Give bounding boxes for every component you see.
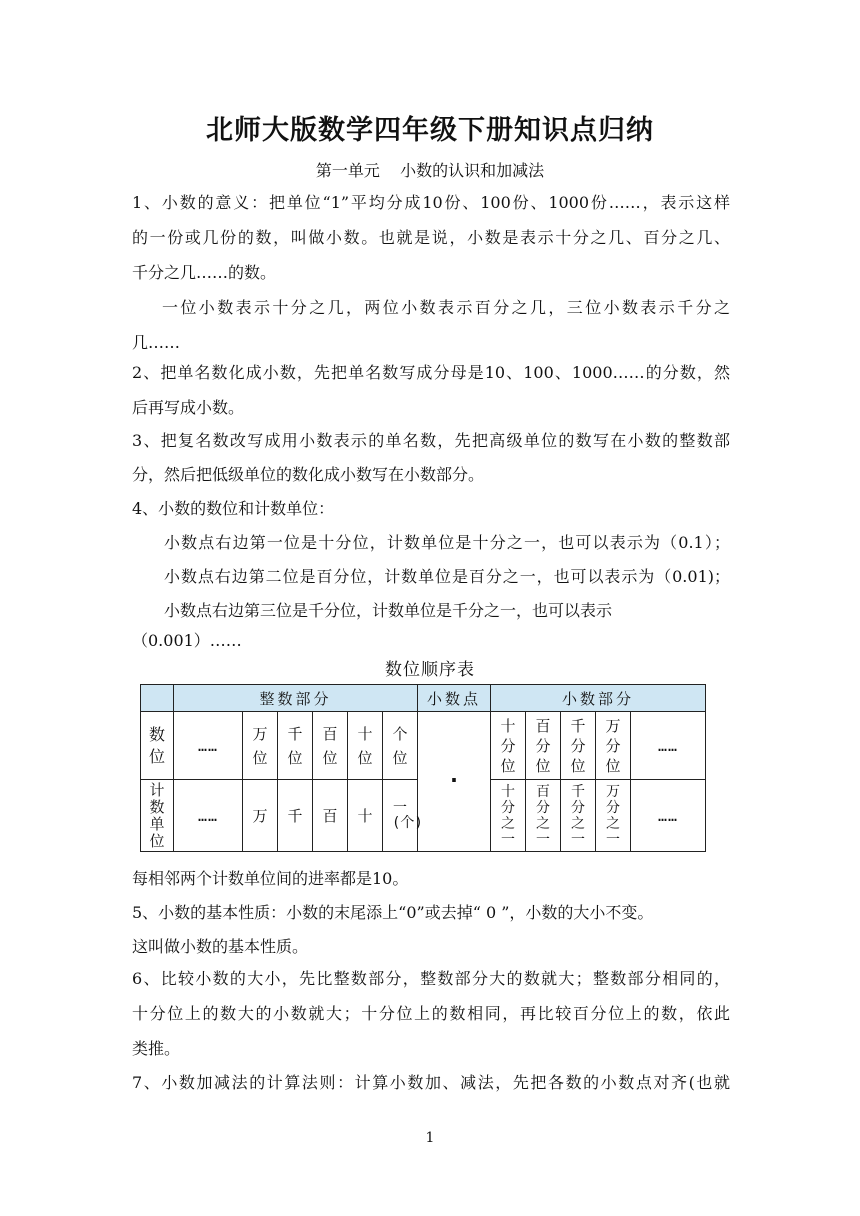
paragraph-line: 类推。 (132, 1039, 181, 1058)
paragraph-line: 1、小数的意义：把单位“1”平均分成10份、100份、1000份……，表示这样 (132, 193, 730, 212)
table-cell (526, 712, 561, 780)
table-cell (278, 712, 313, 780)
table-cell (561, 712, 596, 780)
unit-heading: 第一单元 小数的认识和加减法 (315, 161, 545, 180)
paragraph-line: 5、小数的基本性质：小数的末尾添上“0”或去掉“ 0 ”，小数的大小不变。 (132, 903, 654, 922)
table-cell-text: 十分之一 (501, 783, 515, 848)
table-cell-text: 万分之一 (606, 783, 620, 848)
paragraph-line: 后再写成小数。 (132, 398, 245, 417)
table-header-decimal: 小数部分 (491, 685, 706, 712)
paragraph-line: 6、比较小数的大小，先比整数部分，整数部分大的数就大；整数部分相同的， (132, 969, 730, 988)
table-cell-text: 千分之一 (571, 783, 585, 848)
table-cell: …… (631, 780, 706, 852)
table-cell: …… (174, 780, 243, 852)
paragraph-line: 小数点右边第三位是千分位，计数单位是千分之一，也可以表示 (164, 601, 613, 620)
paragraph-line: 小数点右边第一位是十分位，计数单位是十分之一，也可以表示为（0.1）； (164, 533, 730, 552)
paragraph-line: 3、把复名数改写成用小数表示的单名数，先把高级单位的数写在小数的整数部 (132, 431, 730, 450)
table-header-point: 小数点 (418, 685, 491, 712)
row-label-text: 数位 (149, 724, 166, 766)
table-cell: 十 (348, 780, 383, 852)
table-cell (526, 780, 561, 852)
table-cell-text: 千分位 (570, 716, 586, 775)
row-label-text: 计数单位 (149, 780, 165, 850)
table-cell-text: 万位 (252, 724, 268, 767)
paragraph-line: 4、小数的数位和计数单位： (132, 499, 335, 518)
page-number: 1 (425, 1130, 435, 1146)
table-cell (596, 780, 631, 852)
table-cell-text: 十分位 (500, 716, 516, 775)
place-value-table (140, 684, 706, 852)
table-cell (383, 780, 423, 852)
paragraph-line: 这叫做小数的基本性质。 (132, 937, 309, 956)
table-cell: 百 (313, 780, 348, 852)
table-cell (348, 712, 383, 780)
document-title: 北师大版数学四年级下册知识点归纳 (206, 115, 654, 146)
row-label-place (141, 712, 174, 780)
table-cell: 万 (243, 780, 278, 852)
table-cell-text: 个位 (392, 724, 408, 767)
table-cell (243, 712, 278, 780)
table-cell (383, 712, 418, 780)
paragraph-line: 7、小数加减法的计算法则：计算小数加、减法，先把各数的小数点对齐(也就 (132, 1073, 730, 1092)
table-cell (491, 780, 526, 852)
table-cell-text: 十位 (357, 724, 373, 767)
table-cell-text: 千位 (287, 724, 303, 767)
table-cell-text: 百分之一 (536, 783, 550, 848)
paragraph-line: 每相邻两个计数单位间的进率都是10。 (132, 869, 409, 888)
paragraph-line: 2、把单名数化成小数，先把单名数写成分母是10、100、1000……的分数，然 (132, 363, 730, 382)
table-header-integer: 整数部分 (174, 685, 418, 712)
table-caption: 数位顺序表 (385, 660, 475, 680)
decimal-point-cell: · (418, 712, 491, 852)
table-cell (313, 712, 348, 780)
paragraph-line: 分，然后把低级单位的数化成小数写在小数部分。 (132, 465, 485, 484)
table-cell-text: 百位 (322, 724, 338, 767)
table-cell (561, 780, 596, 852)
table-cell-text: 万分位 (605, 716, 621, 775)
paragraph-line: 的一份或几份的数，叫做小数。也就是说，小数是表示十分之几、百分之几、 (132, 228, 730, 247)
paragraph-line: 一位小数表示十分之几，两位小数表示百分之几，三位小数表示千分之 (162, 298, 730, 317)
table-cell: 千 (278, 780, 313, 852)
row-label-unit (141, 780, 174, 852)
table-cell-text: 百分位 (535, 716, 551, 775)
table-cell-text: 一(个) (392, 799, 423, 831)
paragraph-line: 小数点右边第二位是百分位，计数单位是百分之一，也可以表示为（0.01)； (164, 567, 730, 586)
table-cell (491, 712, 526, 780)
table-cell: …… (174, 712, 243, 780)
paragraph-line: 几…… (132, 333, 181, 352)
table-cell (596, 712, 631, 780)
paragraph-line: （0.001）…… (132, 631, 242, 650)
table-corner-cell (141, 685, 174, 712)
paragraph-line: 十分位上的数大的小数就大；十分位上的数相同，再比较百分位上的数，依此 (132, 1004, 730, 1023)
table-cell: …… (631, 712, 706, 780)
paragraph-line: 千分之几……的数。 (132, 263, 277, 282)
